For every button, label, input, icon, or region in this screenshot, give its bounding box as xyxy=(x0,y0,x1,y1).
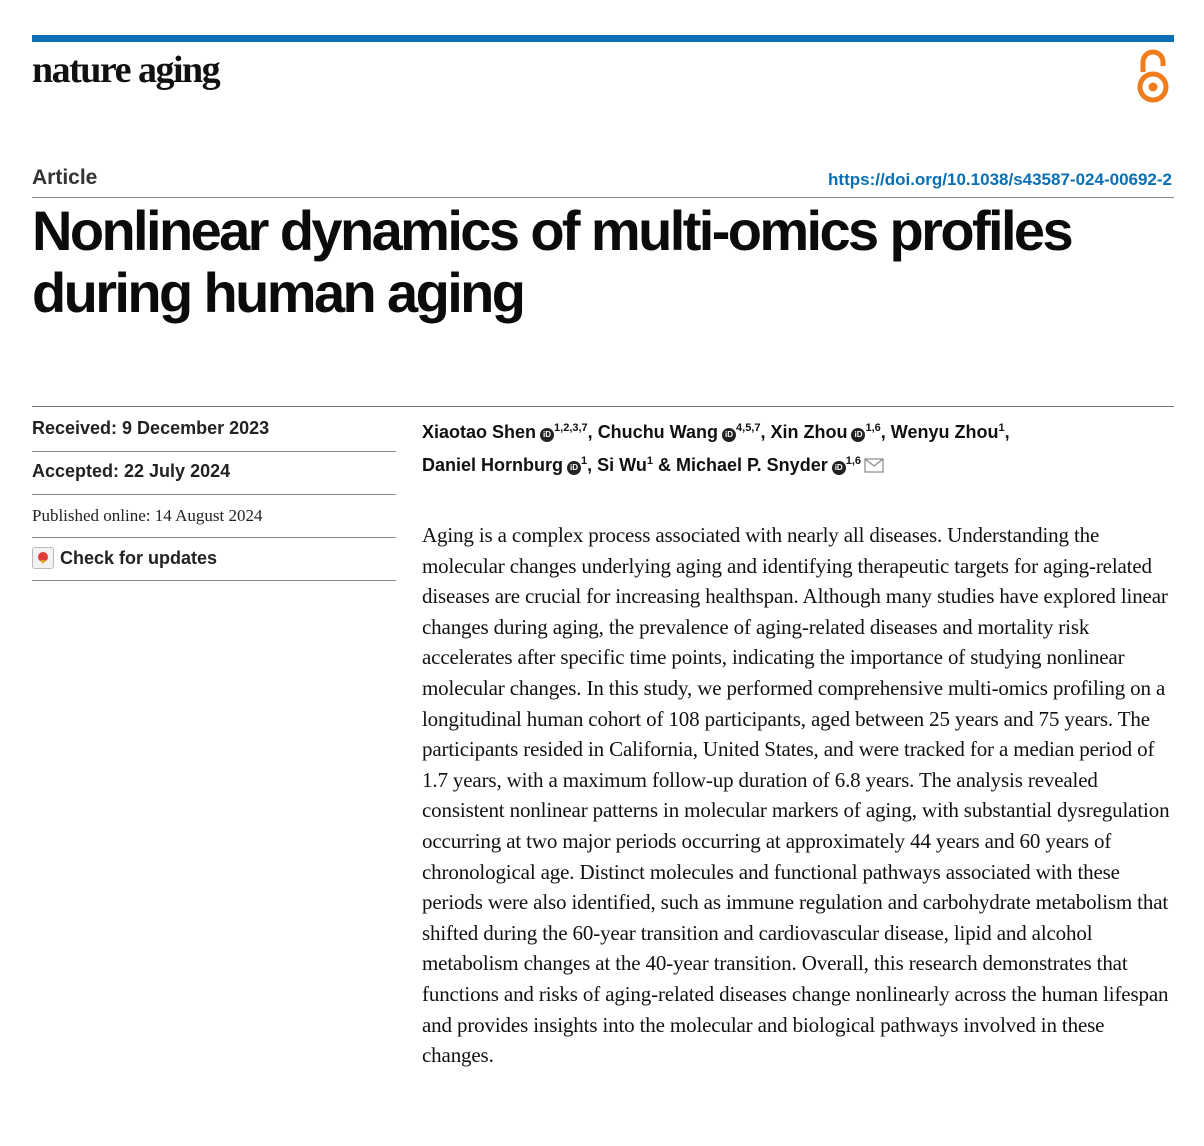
author-name[interactable]: Si Wu xyxy=(597,455,647,475)
orcid-icon[interactable]: iD xyxy=(567,461,581,475)
article-title: Nonlinear dynamics of multi-omics profiles during human aging xyxy=(32,199,1072,324)
published-date: Published online: 14 August 2024 xyxy=(32,506,263,525)
author-separator: , xyxy=(1004,422,1010,442)
author-separator: , xyxy=(760,422,771,442)
doi-link[interactable]: https://doi.org/10.1038/s43587-024-00692-2 xyxy=(828,170,1172,189)
author-name[interactable]: Xiaotao Shen xyxy=(422,422,537,442)
orcid-icon[interactable]: iD xyxy=(540,428,554,442)
author-name[interactable]: Wenyu Zhou xyxy=(890,422,999,442)
author-name[interactable]: Michael P. Snyder xyxy=(675,455,828,475)
meta-divider xyxy=(32,451,396,452)
orcid-icon[interactable]: iD xyxy=(851,428,865,442)
header-divider xyxy=(32,197,1174,198)
author-name[interactable]: Daniel Hornburg xyxy=(422,455,564,475)
affiliation-numbers: 1 xyxy=(998,422,1005,434)
check-for-updates-label: Check for updates xyxy=(60,547,218,568)
affiliation-numbers: 1 xyxy=(581,455,588,467)
affiliation-numbers: 4,5,7 xyxy=(736,422,761,434)
author-name[interactable]: Chuchu Wang xyxy=(597,422,719,442)
author-separator: , xyxy=(587,422,598,442)
author-separator: , xyxy=(880,422,891,442)
email-icon[interactable] xyxy=(864,458,884,473)
affiliation-numbers: 1,6 xyxy=(845,455,861,467)
check-for-updates-button[interactable] xyxy=(32,547,396,569)
received-date: Received: 9 December 2023 xyxy=(32,418,270,438)
journal-top-bar xyxy=(32,35,1174,42)
affiliation-numbers: 1,2,3,7 xyxy=(554,422,588,434)
check-for-updates-icon xyxy=(32,547,54,569)
accepted-date: Accepted: 22 July 2024 xyxy=(32,461,231,481)
meta-divider xyxy=(32,537,396,538)
abstract-text: Aging is a complex process associated with nearly all diseases. Understanding the molecular changes underlying aging and identifying therapeutic targets for aging-related diseases are crucial for increasing healthspan. Although many studies have explored linear changes during aging, the prevalence of aging-related diseases and mortality risk accelerates after specific time points, indicating the importance of studying nonlinear molecular changes. In this study, we performed comprehensive multi-omics profiling on a longitudinal human cohort of 108 participants, aged between 25 years and 75 years. The participants resided in California, United States, and were tracked for a median period of 1.7 years, with a maximum follow-up duration of 6.8 years. The analysis revealed consistent nonlinear patterns in molecular markers of aging, with substantial dysregulation occurring at two major periods occurring at approximately 44 years and 60 years of chronological age. Distinct molecules and functional pathways associated with these periods were also identified, such as immune regulation and carbohydrate metabolism that shifted during the 60-year transition and cardiovascular disease, lipid and alcohol metabolism changes at the 40-year transition. Overall, this research demonstrates that functions and risks of aging-related diseases change nonlinearly across the human lifespan and provides insights into the molecular and biological pathways involved in these changes. xyxy=(422,523,1170,1068)
meta-divider xyxy=(32,494,396,495)
affiliation-numbers: 1,6 xyxy=(865,422,881,434)
affiliation-numbers: 1 xyxy=(646,455,653,467)
title-divider xyxy=(32,406,1174,407)
meta-divider xyxy=(32,580,396,581)
article-type-label: Article xyxy=(32,166,98,189)
author-name[interactable]: Xin Zhou xyxy=(770,422,848,442)
open-access-lock-icon xyxy=(1134,48,1172,104)
author-list xyxy=(422,414,1182,480)
journal-logo[interactable]: nature aging xyxy=(32,49,220,91)
author-separator: , xyxy=(587,455,598,475)
orcid-icon[interactable]: iD xyxy=(832,461,846,475)
orcid-icon[interactable]: iD xyxy=(722,428,736,442)
author-separator: & xyxy=(652,455,676,475)
